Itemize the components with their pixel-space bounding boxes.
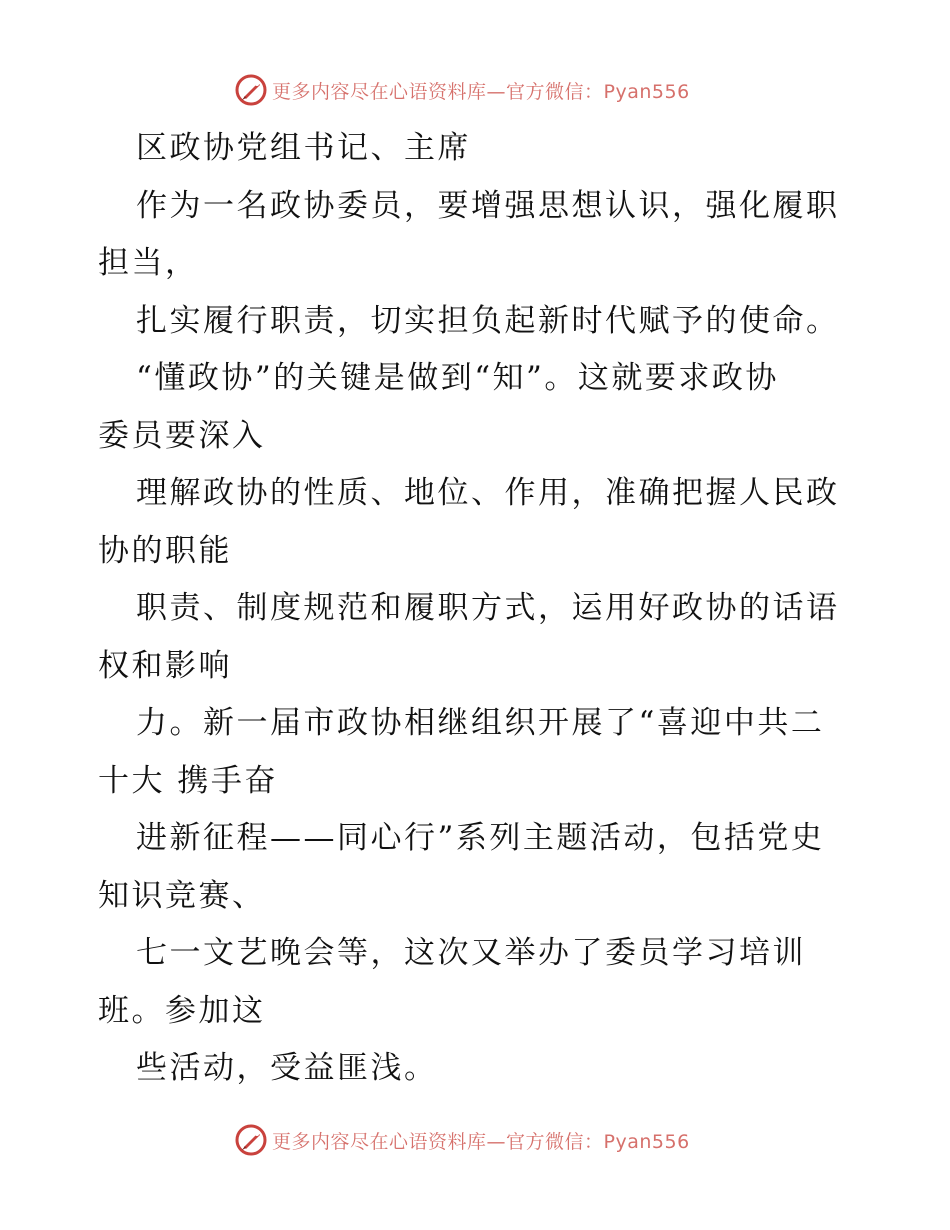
paragraph-line: 权和影响	[98, 647, 232, 684]
paragraph-line: 十大 携手奋	[98, 762, 278, 799]
paragraph-line: 知识竞赛、	[98, 877, 266, 914]
paragraph-line: 作为一名政协委员，要增强思想认识，强化履职	[136, 187, 840, 224]
paragraph-line: 班。参加这	[98, 992, 266, 1029]
paragraph-line: 区政协党组书记、主席	[136, 130, 471, 166]
paragraph-line: 些活动，受益匪浅。	[136, 1050, 438, 1086]
paragraph-line: 职责、制度规范和履职方式，运用好政协的话语	[136, 590, 840, 626]
paragraph-line: 协的职能	[98, 532, 232, 569]
paragraph-line: 七一文艺晚会等，这次又举办了委员学习培训	[136, 935, 806, 971]
paragraph-line: 力。新一届市政协相继组织开展了“喜迎中共二	[136, 705, 825, 741]
banner-text: 更多内容尽在心语资料库—官方微信：Pyan556	[272, 80, 690, 103]
header-banner	[234, 73, 690, 107]
paragraph-line: 委员要深入	[98, 417, 266, 454]
paragraph-line: 理解政协的性质、地位、作用，准确把握人民政	[136, 475, 840, 511]
paragraph-line: “懂政协”的关键是做到“知”。这就要求政协	[136, 360, 779, 396]
document-body	[98, 120, 858, 1098]
paragraph-line: 担当，	[98, 245, 199, 281]
paragraph-line: 进新征程——同心行”系列主题活动，包括党史	[136, 820, 825, 856]
banner-text: 更多内容尽在心语资料库—官方微信：Pyan556	[272, 1130, 690, 1153]
quill-pen-logo-icon	[234, 1123, 268, 1157]
paragraph-line: 扎实履行职责，切实担负起新时代赋予的使命。	[136, 302, 840, 339]
footer-banner	[234, 1123, 690, 1157]
quill-pen-logo-icon	[234, 73, 268, 107]
